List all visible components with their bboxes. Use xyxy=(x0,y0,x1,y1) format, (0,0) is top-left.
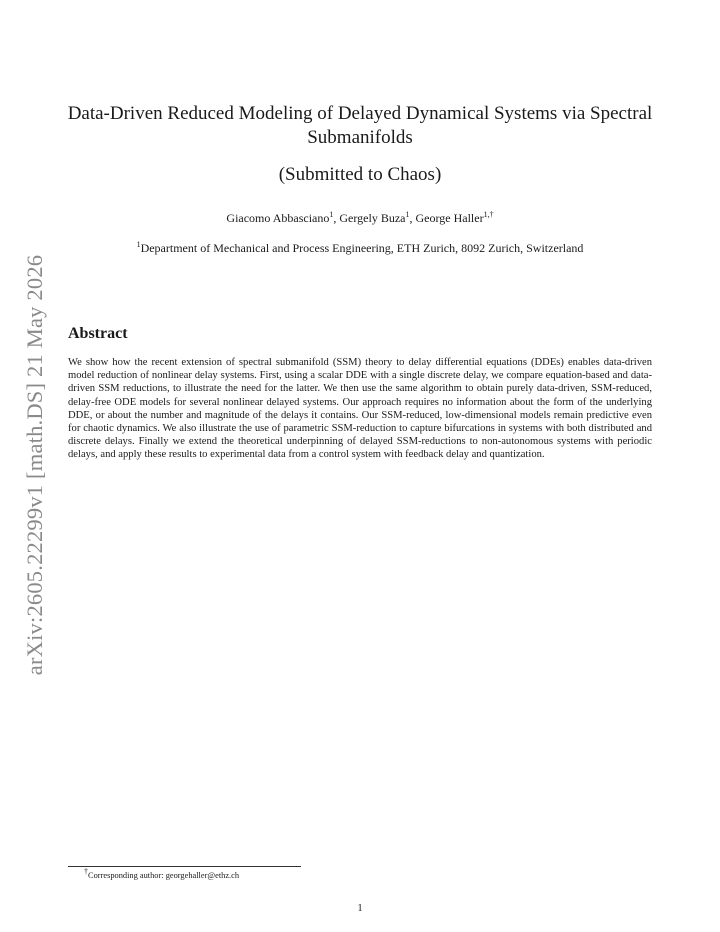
arxiv-side-stamp xyxy=(20,240,50,690)
author-affiliation-mark: 1 xyxy=(405,210,410,219)
affiliation xyxy=(70,240,650,256)
footnote-text: Corresponding author: georgehaller@ethz.ch xyxy=(88,871,240,880)
footnote-mark: † xyxy=(84,867,88,877)
paper-title: Data-Driven Reduced Modeling of Delayed Dynamical Systems via Spectral Submanifolds xyxy=(67,103,653,148)
author-name: Giacomo Abbasciano xyxy=(226,211,330,225)
affiliation-text: Department of Mechanical and Process Engineering, ETH Zurich, 8092 Zurich, Switzerland xyxy=(140,241,584,255)
paper-subtitle: (Submitted to Chaos) xyxy=(278,164,442,185)
affiliation-mark: 1 xyxy=(136,240,141,249)
abstract-body: We show how the recent extension of spectral submanifold (SSM) theory to delay differential equations (DDEs) enables data-driven model reduction of nonlinear delay systems. First, using a scalar DDE with a single discrete delay, we compare equation-based and data-driven SSM reductions, to illustrate the need for the latter. We then use the same algorithm to obtain purely data-driven, SSM-reduced, delay-free ODE models for several nonlinear delayed systems. Our approach requires no information about the form of the underlying DDE, or about the number and magnitude of the delays it contains. Our SSM-reduced, low-dimensional models remain predictive even for chaotic dynamics. We also illustrate the use of parametric SSM-reduction to capture bifurcations in systems with both distributed and discrete delays. Finally we extend the theoretical underpinning of delayed SSM-reductions to non-autonomous systems with periodic delays, and apply these results to experimental data from a control system with feedback delay and quantization. xyxy=(68,357,652,461)
author-list: Giacomo Abbasciano$^1$, Gergely Buza$^1$, George Haller$^{1,\dagger}$ xyxy=(226,210,494,225)
author-affiliation-mark: 1,† xyxy=(483,210,494,219)
footnote xyxy=(84,867,240,881)
author-name: George Haller xyxy=(415,211,484,225)
page-number: 1 xyxy=(357,903,363,914)
footnote-divider xyxy=(68,866,301,867)
arxiv-identifier: arXiv:2605.22299v1 [math.DS] 21 May 2026 xyxy=(22,254,47,676)
author-name: Gergely Buza xyxy=(339,211,406,225)
abstract-heading: Abstract xyxy=(68,325,128,342)
author-affiliation-mark: 1 xyxy=(329,210,334,219)
